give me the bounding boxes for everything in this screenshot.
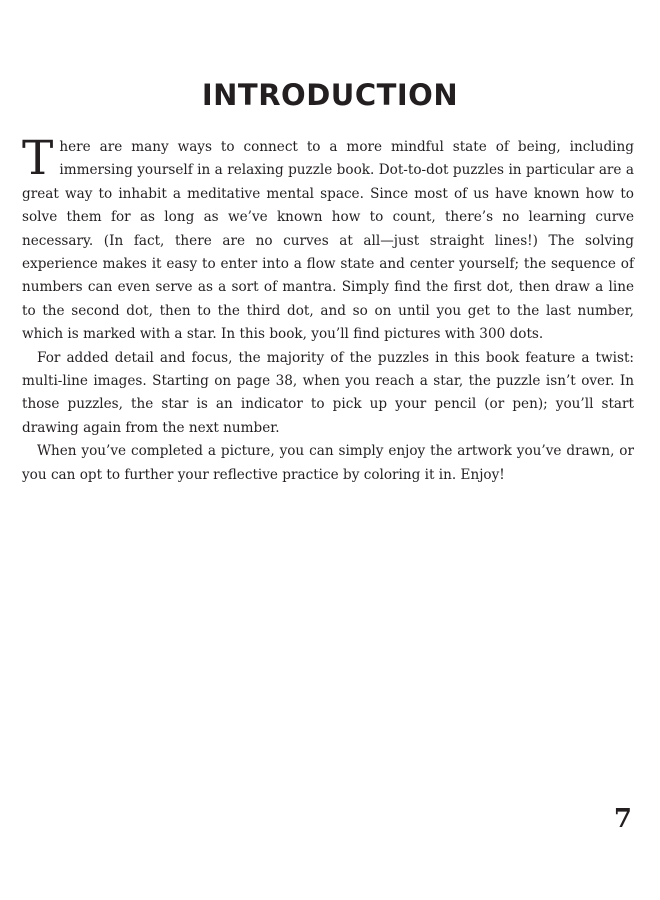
body-text	[22, 131, 634, 487]
drop-cap: T	[22, 131, 54, 186]
paragraph-1-text: here are many ways to connect to a more mindful state of being, including immersing yourself in a relaxing puzzle book. Dot-to-dot puzzles in particular are a great way to inhabit a meditative mental space. Since most of us have known how to solve them for as long as we’ve known how to count, there’s no learning curve necessary. (In fact, there are no curves at all—just straight lines!) The solving experience makes it easy to enter into a flow state and center yourself; the sequence of numbers can even serve as a sort of mantra. Simply find the first dot, then draw a line to the second dot, then to the third dot, and so on until you get to the last number, which is marked with a star. In this book, you’ll find pictures with 300 dots.	[22, 139, 634, 343]
paragraph-1	[22, 131, 634, 347]
paragraph-2: For added detail and focus, the majority of the puzzles in this book feature a twist: multi-line images. Starting on page 38, when you reach a star, the puzzle isn’t over. In those puzzles, the star is an indicator to pick up your pencil (or pen); you’ll start drawing again from the next number.	[22, 349, 634, 436]
page-title: INTRODUCTION	[201, 78, 459, 112]
paragraph-3: When you’ve completed a picture, you can simply enjoy the artwork you’ve drawn, or you can opt to further your reflective practice by coloring it in. Enjoy!	[22, 443, 634, 483]
page-number: 7	[613, 804, 632, 834]
